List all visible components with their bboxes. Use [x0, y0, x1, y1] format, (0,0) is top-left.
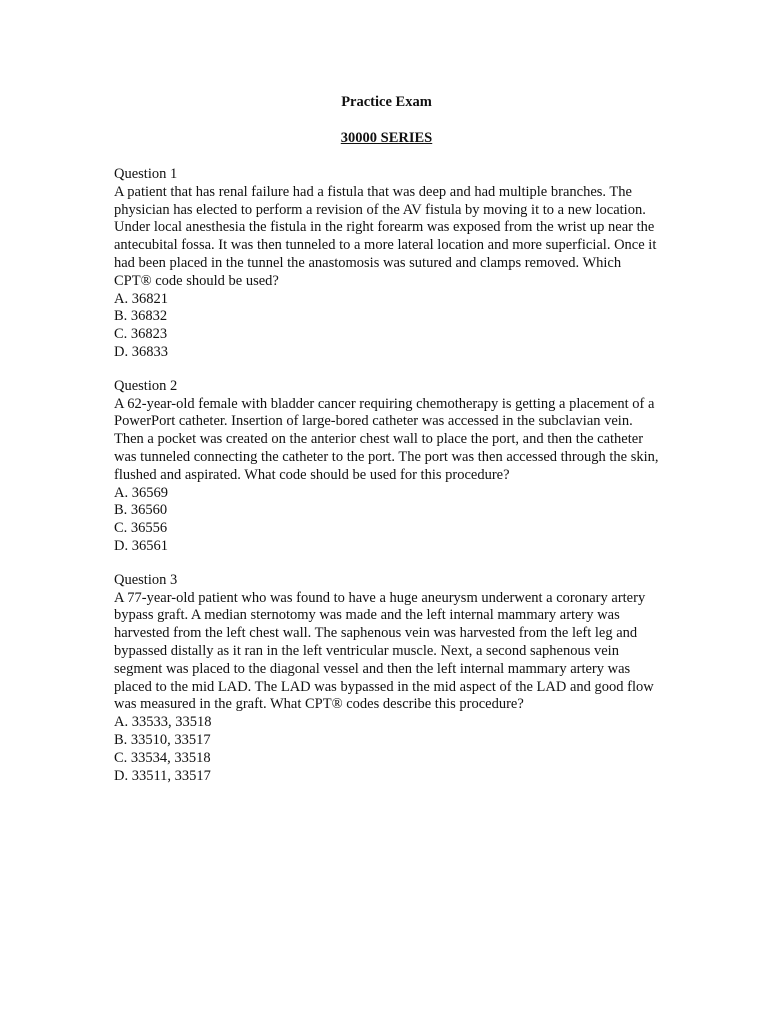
answer-options — [114, 714, 659, 785]
answer-option: A. 33533, 33518 — [114, 714, 212, 731]
question-3 — [114, 572, 659, 786]
answer-option: D. 36833 — [114, 343, 168, 360]
question-text: A patient that has renal failure had a fistula that was deep and had multiple branches. The physician has elected to perform a revision of the AV fistula by moving it to a new location. Under local anesthesia the fistula in the right forearm was exposed from the wrist up near the antecubital fossa. It was then tunneled to a more lateral location and more superficial. Once it had been placed in the tunnel the anastomosis was sutured and clamps removed. Which CPT® code should be used? — [114, 183, 657, 289]
answer-option: B. 33510, 33517 — [114, 731, 211, 748]
question-heading: Question 3 — [114, 571, 178, 588]
answer-option: C. 36556 — [114, 520, 168, 537]
answer-option: D. 33511, 33517 — [114, 767, 211, 784]
document-page — [114, 92, 659, 785]
answer-option: B. 36560 — [114, 502, 168, 519]
question-text: A 77-year-old patient who was found to have a huge aneurysm underwent a coronary artery bypass graft. A median sternotomy was made and the left internal mammary artery was harvested from the left chest wall. The saphenous vein was harvested from the left leg and bypassed distally as it ran in the left ventricular muscle. Next, a second saphenous vein segment was placed to the diagonal vessel and then the left internal mammary artery was placed to the mid LAD. The LAD was bypassed in the mid aspect of the LAD and good flow was measured in the graft. What CPT® codes describe this procedure? — [114, 589, 654, 713]
answer-option: B. 36832 — [114, 308, 168, 325]
question-1 — [114, 166, 659, 362]
question-2 — [114, 378, 659, 556]
answer-option: A. 36821 — [114, 290, 168, 307]
answer-option: A. 36569 — [114, 484, 168, 501]
answer-option: C. 33534, 33518 — [114, 749, 211, 766]
page-subtitle: 30000 SERIES — [340, 130, 433, 146]
question-heading: Question 1 — [114, 166, 178, 182]
answer-option: D. 36561 — [114, 537, 168, 554]
question-text: A 62-year-old female with bladder cancer requiring chemotherapy is getting a placement of a PowerPort catheter. Insertion of large-bored catheter was accessed in the subclavian vein. Then a pocket was created on the anterior chest wall to place the port, and then the catheter was tunneled connecting the catheter to the port. The port was then accessed through the skin, flushed and aspirated. What code should be used for this procedure? — [114, 395, 659, 483]
answer-option: C. 36823 — [114, 326, 168, 343]
answer-options — [114, 291, 659, 362]
question-heading: Question 2 — [114, 377, 178, 394]
answer-options — [114, 485, 659, 556]
page-title: Practice Exam — [341, 94, 432, 110]
